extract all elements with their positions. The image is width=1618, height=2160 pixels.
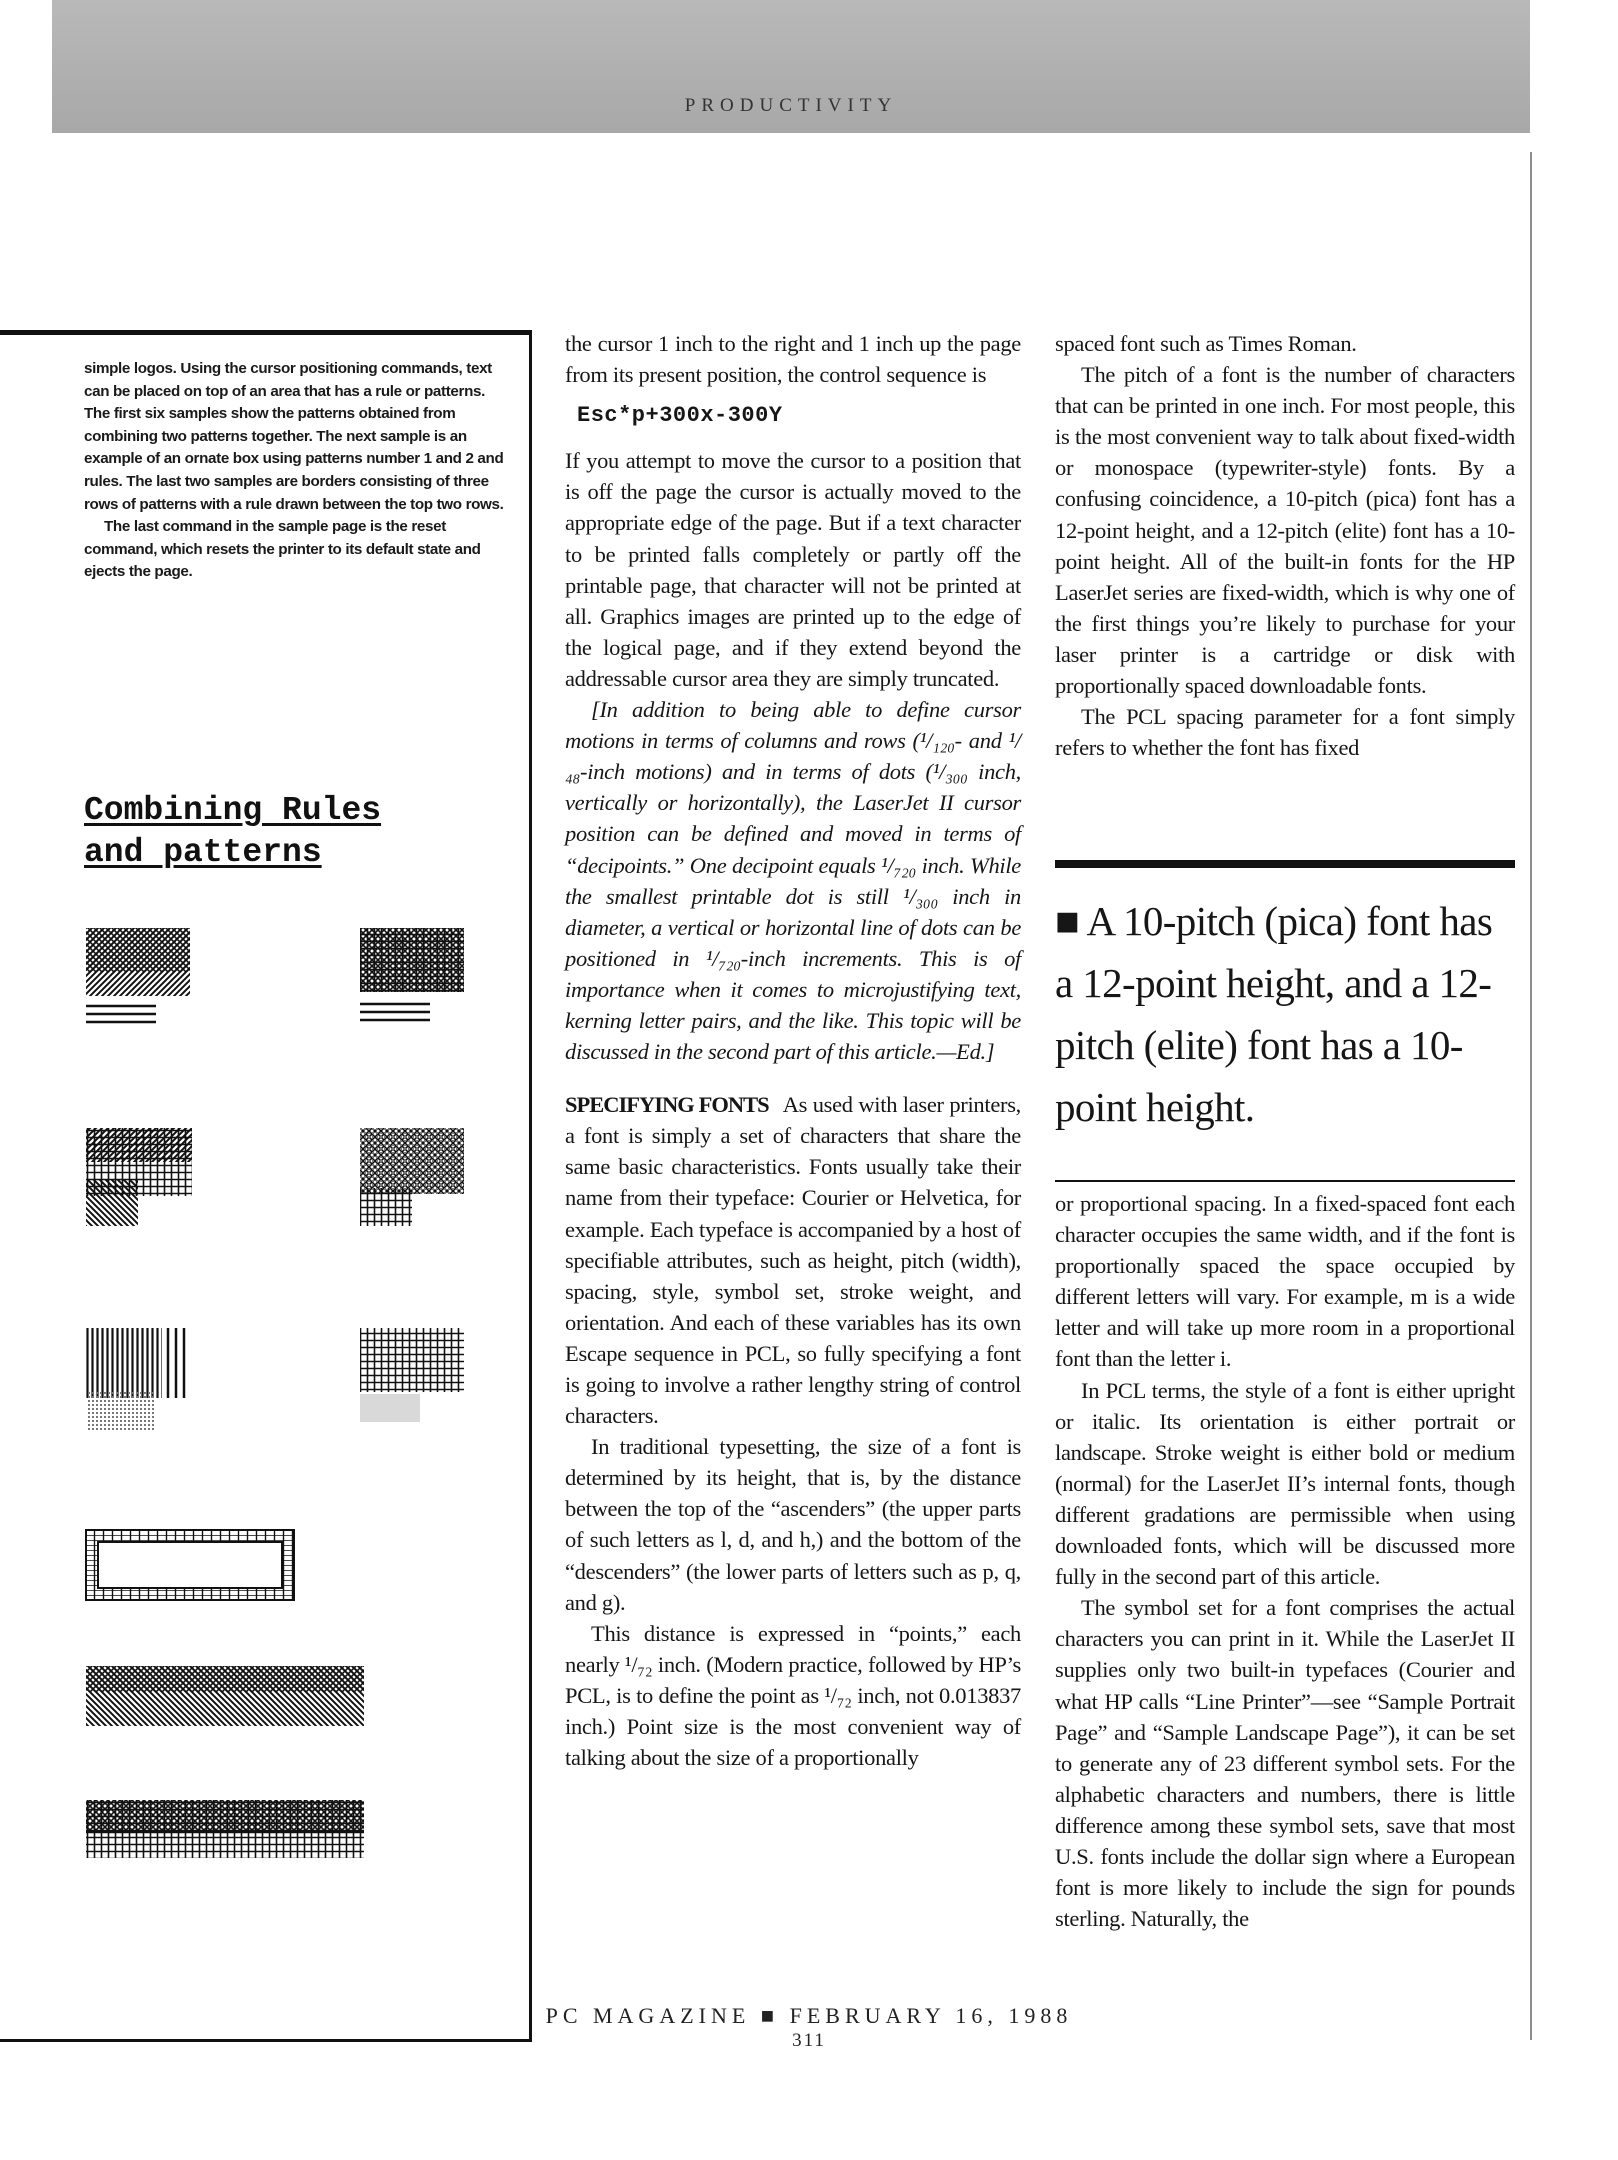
border-sample-2 [86, 1800, 364, 1858]
caption-paragraph: The last command in the sample page is the reset command, which resets the printer to its default state and ejects the page. [84, 518, 481, 581]
article-column-right-bottom [1055, 1188, 1515, 1934]
paragraph: If you attempt to move the cursor to a position that is off the page the cursor is actually moved to the appropriate edge of the page. But if a text character to be printed falls completely or partly off the printable page, that character will not be printed at all. Graphics images are printed up to the edge of the logical page, and if they extend beyond the addressable cursor area they are simply truncated. [565, 448, 1021, 691]
pull-quote [1055, 860, 1515, 1182]
sample-heading-line1: Combining Rules [84, 792, 382, 829]
page-number: 311 [792, 2030, 826, 2051]
pattern-sample-5 [86, 1328, 184, 1430]
paragraph: The pitch of a font is the number of characters that can be printed in one inch. For most people, this is the most convenient way to talk about fixed-width or monospace (typewriter-style) fonts. By a confusing coincidence, a 10-pitch (pica) font has a 12-point height, and a 12-pitch (elite) font has a 10-point height. All of the built-in fonts for the HP LaserJet series are fixed-width, which is why one of the first things you’re likely to purchase for your laser printer is a cartridge or disk with proportionally spaced downloadable fonts. [1055, 362, 1515, 699]
pattern-sample-4 [360, 1128, 464, 1226]
footer-publication: PC MAGAZINE ■ FEBRUARY 16, 1988 [545, 2003, 1073, 2028]
pattern-sample-6 [360, 1328, 464, 1422]
paragraph: spaced font such as Times Roman. [1055, 331, 1357, 356]
pull-quote-top-rule [1055, 860, 1515, 868]
paragraph: the cursor 1 inch to the right and 1 inch up the page from its present position, the control sequence is [565, 331, 1021, 388]
right-margin-rule [1530, 152, 1532, 2040]
paragraph: The symbol set for a font comprises the actual characters you can print in it. While the LaserJet II supplies only two built-in typefaces (Courier and what HP calls “Line Printer”—see “Sample Portrait Page” and “Sample Landscape Page”), it can be set to generate any of 23 different symbol sets. For the alphabetic characters and numbers, there is little difference among these symbol sets, save that most U.S. fonts include the dollar sign where a European font is more likely to include the sign for pounds sterling. Naturally, the [1055, 1595, 1515, 1932]
article-column-right-top [1055, 328, 1515, 763]
paragraph: This distance is expressed in “points,” each nearly ¹/₇₂ inch. (Modern practice, followed by HP’s PCL, is to define the point as ¹/₇₂ inch, not 0.013837 inch.) Point size is the most convenient way of talking about the size of a proportionally [565, 1620, 1021, 1771]
pattern-sample-2 [360, 928, 464, 1020]
caption-paragraph: simple logos. Using the cursor positioning commands, text can be placed on top of an area that has a rule or patterns. The first six samples show the patterns obtained from combining two patterns together. The next sample is an example of an ornate box using patterns number 1 and 2 and rules. The last two samples are borders consisting of three rows of patterns with a rule drawn between the top two rows. [84, 360, 504, 513]
pull-quote-text: ■ A 10-pitch (pica) font has a 12-point height, and a 12-pitch (elite) font has a 10-point height. [1055, 898, 1493, 1130]
editor-note: [In addition to being able to define cursor motions in terms of columns and rows (¹/₁₂₀- and ¹/₄₈-inch motions) and in terms of dots (¹/₃₀₀ inch, vertically or horizontally), the LaserJet II cursor position can be defined and moved in terms of “decipoints.” One decipoint equals ¹/₇₂₀ inch. While the smallest printable dot is still ¹/₃₀₀ inch in diameter, a vertical or horizontal line of dots can be positioned in ¹/₇₂₀-inch increments. This is of importance when it comes to microjustifying text, kerning letter pairs, and the like. This topic will be discussed in the second part of this article.—Ed.] [565, 697, 1021, 1065]
paragraph: The PCL spacing parameter for a font simply refers to whether the font has fixed [1055, 704, 1515, 761]
paragraph: In traditional typesetting, the size of a font is determined by its height, that is, by the distance between the top of the “ascenders” (the upper parts of such letters as l, d, and h,) and the bottom of the “descenders” (the lower parts of letters such as p, q, and g). [565, 1434, 1021, 1615]
code-sequence: Esc*p+300x-300Y [577, 403, 783, 429]
paragraph-text: As used with laser printers, a font is simply a set of characters that share the same basic characteristics. Fonts usually take their name from their typeface: Courier or Helvetica, for example. Each typeface is accompanied by a host of specifiable attributes, such as height, pitch (width), spacing, style, symbol set, stroke weight, and orientation. And each of these variables has its own Escape sequence in PCL, so fully specifying a font is going to involve a rather lengthy string of control characters. [565, 1092, 1021, 1429]
paragraph: or proportional spacing. In a fixed-spaced font each character occupies the same width, and if the font is proportionally spaced the space occupied by different letters will vary. For example, m is a wide letter and will take up more room in a proportional font than the letter i. [1055, 1191, 1515, 1372]
sample-heading-line2: and patterns [84, 834, 322, 871]
article-column-middle [565, 328, 1021, 1773]
paragraph: In PCL terms, the style of a font is either upright or italic. Its orientation is either portrait or landscape. Stroke weight is either bold or medium (normal) for the LaserJet II’s internal fonts, though different gradations are permissible when using downloaded fonts, which will be discussed more fully in the second part of this article. [1055, 1377, 1515, 1590]
paragraph-specifying-fonts [565, 1089, 1021, 1431]
border-sample-1 [86, 1666, 364, 1726]
section-label: PRODUCTIVITY [684, 95, 898, 116]
section-subhead: SPECIFYING FONTS [565, 1092, 769, 1118]
pattern-sample-1 [86, 928, 190, 1022]
pattern-samples [0, 0, 532, 2160]
pattern-sample-3 [86, 1128, 192, 1226]
ornate-box-sample [86, 1530, 294, 1600]
pull-quote-bottom-rule [1055, 1180, 1515, 1182]
